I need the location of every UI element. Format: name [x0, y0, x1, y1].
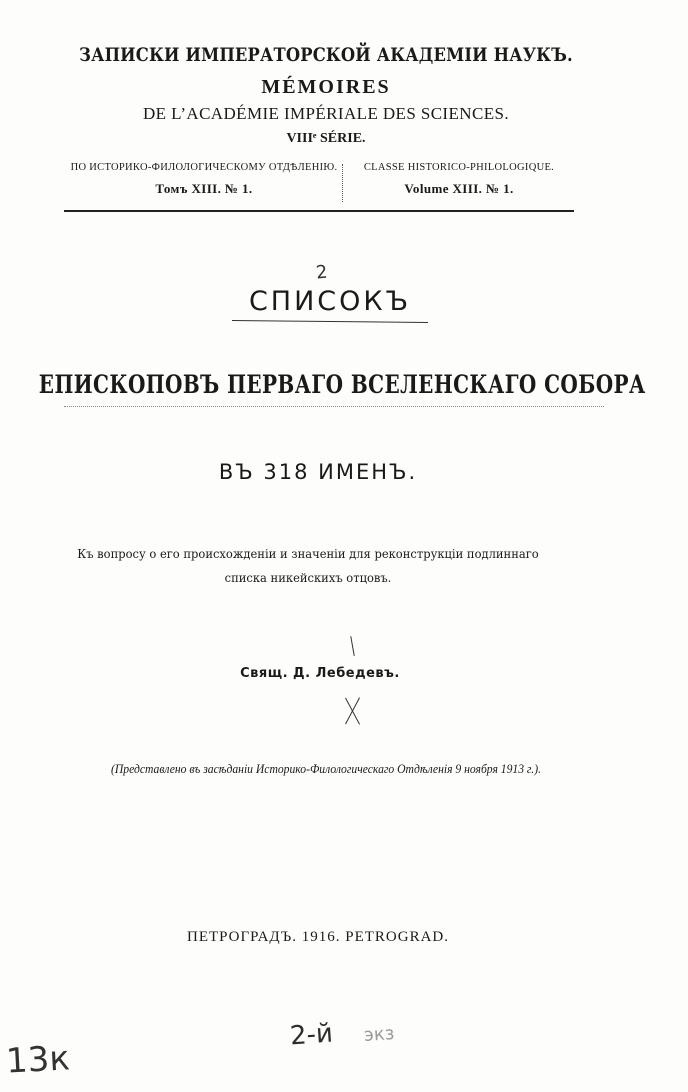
academy-title-ru: ЗАПИСКИ ИМПЕРАТОРСКОЙ АКАДЕМІИ НАУКЪ.: [79, 44, 573, 66]
handwritten-copy-note: 2-й: [289, 1018, 334, 1052]
handwritten-top-mark: 2: [314, 261, 329, 284]
handwritten-shelf-mark: 13к: [4, 1038, 71, 1082]
handwritten-copy-note-faint: экз: [363, 1022, 396, 1047]
title-underline: [232, 320, 428, 323]
title-bishops: ЕПИСКОПОВЪ ПЕРВАГО ВСЕЛЕНСКАГО СОБОРА: [38, 370, 646, 399]
volume-fr: Volume XIII. № 1.: [404, 181, 514, 196]
presented-note: (Представлено въ засѣданіи Историко-Филологическаго Отдѣленія 9 ноября 1913 г.).: [110, 762, 541, 776]
memoires-title: MÉMOIRES: [261, 76, 391, 98]
title-main: СПИСОКЪ: [248, 286, 412, 317]
subtitle-line-1: Къ вопросу о его происхожденіи и значеніи для реконструкціи подлиннаго: [77, 546, 539, 561]
academy-title-fr: DE L’ACADÉMIE IMPÉRIALE DES SCIENCES.: [143, 104, 509, 123]
right-column: [344, 162, 574, 197]
subtitle-line-2: списка никейскихъ отцовъ.: [224, 570, 392, 585]
header-rule: [64, 210, 574, 212]
title-names-count: ВЪ 318 ИМЕНЪ.: [218, 460, 418, 484]
pencil-mark-vertical: [350, 636, 355, 656]
left-column: [66, 162, 342, 197]
bishops-underline: [64, 406, 604, 407]
imprint-line: ПЕТРОГРАДЪ. 1916. PETROGRAD.: [186, 929, 450, 945]
author-name: Свящ. Д. Лебедевъ.: [240, 666, 400, 681]
department-ru: ПО ИСТОРИКО-ФИЛОЛОГИЧЕСКОМУ ОТДѢЛЕНІЮ.: [70, 162, 338, 173]
volume-ru: Томъ XIII. № 1.: [155, 181, 253, 196]
department-columns: [66, 162, 574, 206]
department-fr: CLASSE HISTORICO-PHILOLOGIQUE.: [363, 162, 555, 173]
column-separator: [342, 164, 343, 202]
subtitle: [0, 542, 624, 590]
series-label: VIIIᵉ SÉRIE.: [286, 131, 366, 146]
